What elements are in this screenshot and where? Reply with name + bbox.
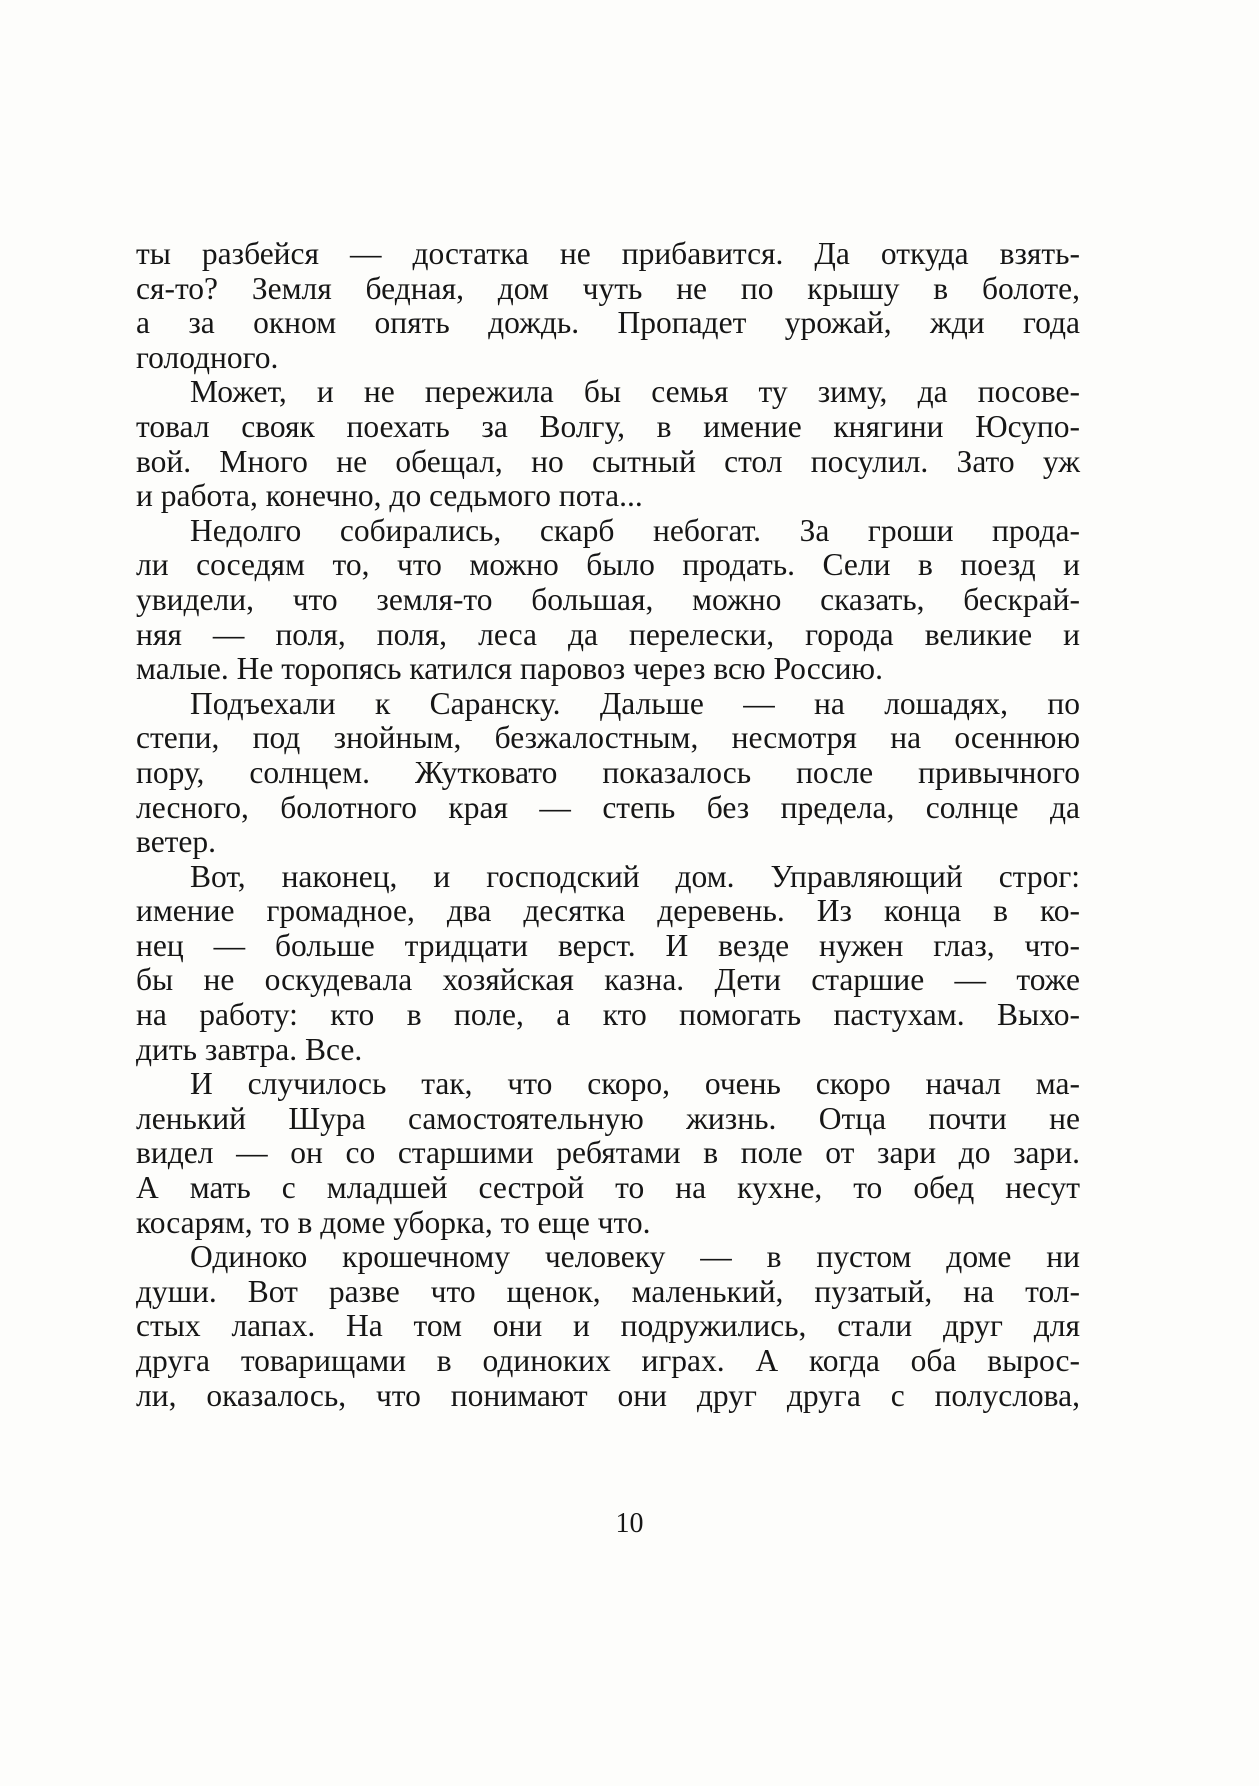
text-line: ли соседям то, что можно было продать. Сели в поезд и [136, 547, 1080, 583]
text-line: ли, оказалось, что понимают они друг друга с полуслова, [136, 1377, 1080, 1413]
text-line: на работу: кто в поле, а кто помогать пастухам. Выхо- [136, 997, 1080, 1033]
text-line: друга товарищами в одиноких играх. А когда оба вырос- [136, 1343, 1080, 1378]
text-line: имение громадное, два десятка деревень. Из конца в ко- [136, 893, 1080, 929]
text-line: И случилось так, что скоро, очень скоро начал ма- [190, 1066, 1080, 1102]
text-line: ты разбейся — достатка не прибавится. Да откуда взять- [136, 236, 1080, 271]
text-line: видел — он со старшими ребятами в поле от зари до зари. [136, 1135, 1080, 1171]
text-line: няя — поля, поля, леса да перелески, города великие и [136, 616, 1080, 652]
text-line: вой. Много не обещал, но сытный стол посулил. Зато уж [136, 443, 1080, 479]
text-line: души. Вот разве что щенок, маленький, пузатый, на тол- [136, 1273, 1080, 1309]
page-number: 10 [615, 1508, 644, 1539]
text-line: голодного. [136, 339, 279, 375]
body-text [136, 237, 1080, 1413]
text-line: Подъехали к Саранску. Дальше — на лошадях, по [190, 685, 1080, 721]
paragraph [136, 375, 1080, 513]
paragraph [136, 1240, 1080, 1413]
paragraph [136, 237, 1080, 375]
text-line: пору, солнцем. Жутковато показалось после привычного [136, 754, 1080, 790]
text-line: лесного, болотного края — степь без предела, солнце да [136, 789, 1080, 825]
text-line: малые. Не торопясь катился паровоз через всю Россию. [136, 651, 883, 687]
text-line: нец — больше тридцати верст. И везде нужен глаз, что- [136, 927, 1080, 963]
paragraph [136, 860, 1080, 1068]
paragraph [136, 514, 1080, 687]
text-line: и работа, конечно, до седьмого пота... [136, 478, 643, 514]
text-line: ветер. [136, 824, 217, 860]
text-line: Недолго собирались, скарб небогат. За гроши прода- [190, 512, 1080, 548]
text-line: Вот, наконец, и господский дом. Управляющий строг: [190, 858, 1080, 894]
text-line: бы не оскудевала хозяйская казна. Дети старшие — тоже [136, 962, 1080, 998]
text-line: а за окном опять дождь. Пропадет урожай, жди года [136, 305, 1080, 341]
text-line: Одиноко крошечному человеку — в пустом доме ни [190, 1239, 1080, 1275]
text-line: ся-то? Земля бедная, дом чуть не по крышу в болоте, [136, 270, 1080, 306]
text-line: стых лапах. На том они и подружились, стали друг для [136, 1308, 1080, 1344]
text-line: степи, под знойным, безжалостным, несмотря на осеннюю [136, 720, 1080, 756]
paragraph [136, 687, 1080, 860]
text-line: ленький Шура самостоятельную жизнь. Отца почти не [136, 1100, 1080, 1136]
text-line: увидели, что земля-то большая, можно сказать, бескрай- [136, 581, 1080, 617]
text-line: товал свояк поехать за Волгу, в имение княгини Юсупо- [136, 408, 1080, 444]
text-line: косарям, то в доме уборка, то еще что. [136, 1204, 651, 1240]
text-line: Может, и не пережила бы семья ту зиму, да посове- [190, 374, 1080, 410]
paragraph [136, 1067, 1080, 1240]
text-line: А мать с младшей сестрой то на кухне, то обед несут [136, 1170, 1080, 1206]
text-line: дить завтра. Все. [136, 1031, 363, 1067]
